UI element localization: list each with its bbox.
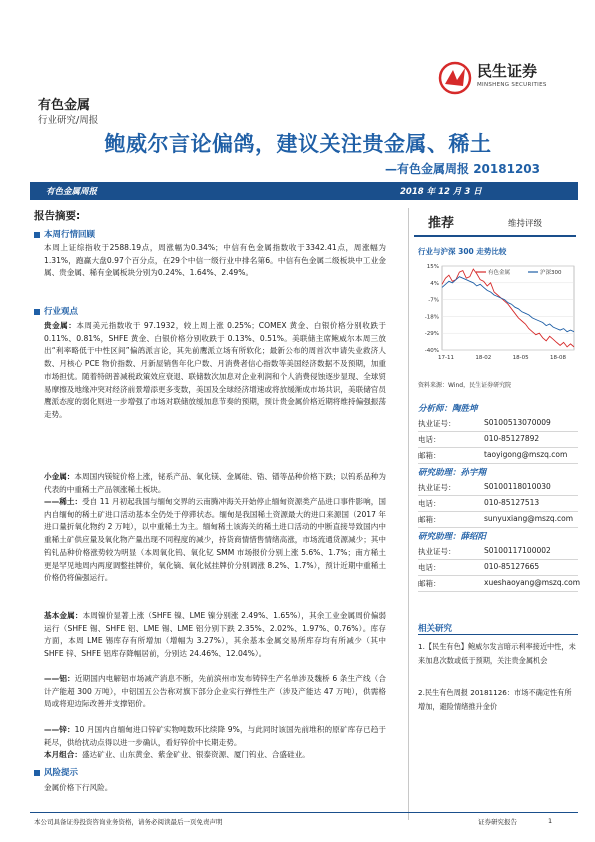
info-key: 电话：: [418, 499, 441, 508]
al-label: ——铝：: [44, 674, 75, 683]
info-key: 电话：: [418, 563, 441, 572]
bullet-icon: [34, 770, 40, 776]
y-tick-label: -7%: [428, 297, 439, 304]
plot-frame: [442, 266, 574, 350]
info-value: S0100118010030: [484, 482, 551, 491]
y-tick-label: 15%: [426, 264, 439, 270]
report-title: 鲍威尔言论偏鸽，建议关注贵金属、稀土: [104, 132, 492, 156]
y-tick-label: -40%: [424, 348, 439, 354]
x-tick-label: 18-05: [512, 355, 529, 361]
sector-label: 有色金属: [38, 98, 91, 113]
precious-label: 贵金属：: [44, 321, 77, 330]
page-number: 1: [548, 817, 553, 825]
x-tick-label: 17-11: [438, 355, 454, 361]
analyst-info-row: [418, 480, 578, 496]
analyst-info-row: [418, 416, 578, 432]
info-value: 010-85127892: [484, 434, 540, 443]
trend-chart: [414, 258, 580, 368]
section-risk-head: [34, 766, 78, 778]
analyst-info-row: [418, 512, 578, 528]
analyst-name: 分析师：陶胜坤: [418, 404, 478, 414]
chart-source: 资料来源：Wind，民生证券研究院: [418, 382, 512, 389]
minor-text: 本周国内镁锭价格上涨，铋系产品、氧化镁、金属硅、锆、镨等品种价格下跌；以钨系品种为代表的中重稀土产品领涨稀土板块。: [44, 472, 387, 494]
report-date: 2018 年 12 月 3 日: [400, 187, 482, 197]
analyst-name: 研究助理：孙宇翔: [418, 468, 487, 478]
bullet-icon: [34, 232, 40, 238]
footer-rule: [30, 812, 578, 813]
info-value: 010-85127665: [484, 562, 540, 571]
section-view-head: [34, 305, 78, 317]
rare-text: 受自 11 月初起我国与缅甸交界的云南腾冲海关开始停止缅甸资源类产品进口事件影响，国内自缅甸的稀土矿进口活动基本全仍处于停滞状态。缅甸是我国稀土资源最大的进口来源国（2017 年进口量折氧化物约 2 万吨），以中重稀土为主。缅甸稀土该海关的稀土进口活动的中断直接导致国内中重稀土矿供应量及氧化物产量出现不同程度的减少，持货商情惜售情绪高涨，市场流通货源减少；其中钨钆品种价格涨势较为明显（本周氧化钨、氧化钇 SMM 市场报价分别上涨 5.6%、1.7%；南方稀土更是罕见地周内两度调整挂牌价，氧化镝、氧化铽挂牌价分别调涨 8.2%、1.7%），预计近期中重稀土价格仍将偏强运行。: [44, 497, 386, 583]
brand-logo: [437, 58, 577, 98]
x-tick-label: 18-08: [550, 355, 566, 361]
y-tick-label: -29%: [424, 331, 439, 338]
report-subtitle: —有色金属周报 20181203: [385, 162, 540, 176]
portfolio-paragraph: [44, 749, 386, 762]
email-link[interactable]: xueshaoyang@mszq.com: [484, 578, 581, 587]
rating-value: 维持评级: [508, 219, 543, 229]
header-bar: [30, 182, 578, 200]
minor-metals-paragraph: [44, 471, 386, 496]
analyst-info-row: [418, 448, 578, 464]
info-key: 电话：: [418, 435, 441, 444]
info-key: 执业证号：: [418, 419, 456, 428]
info-key: 执业证号：: [418, 547, 456, 556]
rare-earth-paragraph: [44, 496, 386, 585]
bullet-icon: [34, 309, 40, 315]
report-type: 行业研究/周报: [38, 115, 99, 126]
aluminum-paragraph: [44, 673, 386, 711]
risk-text: 金属价格下行风险。: [44, 783, 113, 792]
rating-label: 推荐: [428, 216, 455, 231]
analyst-info-row: [418, 544, 578, 560]
rare-label: ——稀土：: [44, 497, 83, 506]
info-value: S0100117100002: [484, 546, 551, 555]
minor-label: 小金属：: [44, 472, 75, 481]
chart-title: 行业与沪深 300 走势比较: [418, 247, 507, 256]
info-key: 邮箱：: [418, 579, 441, 588]
base-text: 本周镍价显著上涨（SHFE 镍、LME 镍分别涨 2.49%、1.65%），其余工业金属周价偏弱运行（SHFE 锡、SHFE 铝、LME 锡、LME 铝分别下跌 2.35%、2.02%、1.97%、0.76%）。库存方面，本周 LME 锡库存有所增加（增幅为 3.27%），其余基本金属交易所库存均有所减少（其中 SHFE 锌、SHFE 铝库存降幅居前，分别达 24.46%、12.04%）。: [44, 611, 387, 659]
footer-label: 证券研究报告: [478, 818, 517, 826]
precious-text: 本周美元指数收于 97.1932，较上周上涨 0.25%；COMEX 黄金、白银价格分别收跌于 0.11%、0.81%，SHFE 黄金、白银价格分别收跌于 0.13%、0.51%。美联储主席鲍威尔本周三放出“利率略低于中性区间”偏鸽派言论，其先前鹰派立场有所软化；最新公布的周首次申请失业救济人数、月核心 PCE 物价指数、月新屋销售年化户数、月消费者信心指数等美国经济数据不及预期，加重市场担忧。随着特朗普减税政策效应衰退、联储数次加息对企业利润和个人消费侵蚀逐步显现、全球贸易摩擦及地缘冲突对经济前景增添更多变数，美国及全球经济增速或将放缓渐成市场共识，美联储官员鹰派态度的弱化则进一步增强了市场对联储放缓加息节奏的预期，预计贵金属价格近期将维持偏强振荡走势。: [44, 321, 386, 419]
y-tick-label: 4%: [430, 280, 439, 287]
portfolio-label: 本月组合：: [44, 750, 82, 759]
related-research-head: 相关研究: [418, 624, 453, 634]
related-underline: [418, 634, 578, 635]
al-text: 近期国内电解铝市场减产消息不断，先前滨州市发布铸锌生产名单涉及魏桥 6 条生产线（合计产能超 300 万吨），中铝国五公告称对旗下部分企业实行弹性生产（涉及产能达 47 万吨），供需格局或将迎边际改善并支撑铝价。: [44, 674, 386, 709]
related-item: 2.民生有色周报 20181126：市场不确定性有所增加，避险情绪推升金价: [418, 688, 572, 711]
zn-text: 10 月国内自缅甸进口锌矿实物吨数环比续降 9%，与此同时该国先前堆积的原矿库存已趋于耗尽，供给扰动点得以进一步确认，看好锌价中长期走势。: [44, 725, 386, 747]
chart-container: [414, 258, 580, 368]
info-value: 010-85127513: [484, 498, 540, 507]
section-heading-text: 本周行情回顾: [44, 230, 96, 240]
info-key: 邮箱：: [418, 515, 441, 524]
section-weekly-review-head: [34, 228, 95, 240]
base-label: 基本金属：: [44, 611, 83, 620]
info-key: 执业证号：: [418, 483, 456, 492]
analyst-info-row: [418, 496, 578, 512]
weekly-review-text: 本周上证综指收于2588.19点，周涨幅为0.34%；中信有色金属指数收于3342.41点，周涨幅为1.31%，跑赢大盘0.97个百分点，在29个中信一级行业中排名第6。中信有色金属二级板块中工业金属、贵金属、稀有金属板块分别为0.24%、1.64%、2.49%。: [44, 243, 386, 278]
header-bar-left: 有色金属周报: [46, 187, 98, 197]
series-line: [442, 269, 574, 347]
precious-metals-paragraph: [44, 320, 386, 422]
email-link[interactable]: sunyuxiang@mszq.com: [484, 514, 574, 523]
section-heading-text: 行业观点: [44, 307, 79, 317]
legend-label: 有色金属: [488, 270, 511, 276]
y-tick-label: -18%: [424, 314, 439, 321]
email-link[interactable]: taoyigong@mszq.com: [484, 450, 568, 459]
brand-name-en: MINSHENG SECURITIES: [477, 82, 547, 88]
related-item: 1.【民生有色】鲍威尔发言暗示利率接近中性，未来加息次数或低于预期，关注贵金属机会: [418, 642, 576, 665]
column-divider: [408, 208, 409, 820]
analyst-info-row: [418, 560, 578, 576]
rating-underline: [414, 235, 576, 237]
info-value: S0100513070009: [484, 418, 551, 427]
base-metals-paragraph: [44, 610, 386, 661]
summary-title: 报告摘要:: [34, 210, 81, 222]
footer-disclaimer: 本公司具备证券投资咨询业务资格，请务必阅读最后一页免责声明: [34, 818, 223, 826]
zinc-paragraph: [44, 724, 386, 749]
zn-label: ——锌：: [44, 725, 75, 734]
legend-label: 沪深300: [540, 270, 562, 276]
info-key: 邮箱：: [418, 451, 441, 460]
analyst-name: 研究助理：薛绍阳: [418, 532, 487, 542]
analyst-info-row: [418, 432, 578, 448]
brand-name-cn: 民生证券: [477, 62, 538, 80]
section-heading-text: 风险提示: [44, 768, 79, 778]
analyst-info-row: [418, 576, 581, 592]
x-tick-label: 18-02: [475, 355, 492, 361]
portfolio-text: 盛达矿业、山东黄金、紫金矿业、银泰资源、厦门钨业、合盛硅业。: [81, 750, 310, 759]
